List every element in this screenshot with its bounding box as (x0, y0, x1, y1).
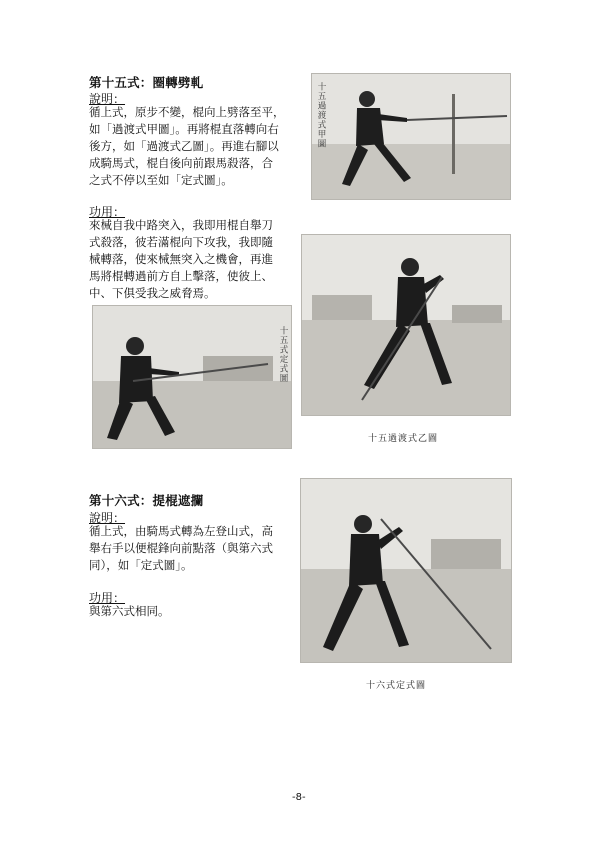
photo-form16-final (300, 478, 512, 663)
text-line: 械轉落，使來械無突入之機會，再進 (89, 252, 273, 266)
page-number: -8- (292, 792, 306, 803)
form16-use-text (89, 603, 299, 620)
text-line: 後方，如「過渡式乙圖」。再進右腳以 (89, 139, 279, 153)
form16-explain-label: 說明： (89, 511, 126, 525)
photo-form16-final-caption: 十六式定式圖 (366, 681, 427, 691)
text-line: 馬將棍轉過前方自上擊落，使彼上、 (89, 269, 273, 283)
text-line: 式殺落，彼若滿棍向下攻我，我即隨 (89, 235, 273, 249)
photo-form15-final (92, 305, 292, 449)
form15-explain-text (89, 104, 299, 189)
form15-use-label: 功用： (89, 205, 126, 219)
form16-explain-text (89, 523, 299, 574)
form15-explain-label: 說明： (89, 92, 126, 106)
text-line: 如「過渡式甲圖」。再將棍直落轉向右 (89, 122, 279, 136)
text-line: 中、下俱受我之威脅焉。 (89, 286, 216, 300)
text-line: 與第六式相同。 (89, 604, 170, 618)
text-line: 循上式，由騎馬式轉為左登山式，高 (89, 524, 273, 538)
form15-use-text (89, 217, 299, 302)
photo-transition-a (311, 73, 511, 200)
photo-form15-final-caption: 十五式定式圖 (278, 326, 288, 383)
photo-transition-b (301, 234, 511, 416)
text-line: 之式不停以至如「定式圖」。 (89, 173, 233, 187)
text-line: 舉右手以便棍鋒向前點落（與第六式 (89, 541, 273, 555)
photo-transition-b-caption: 十五過渡式乙圖 (368, 434, 439, 444)
text-line: 成騎馬式，棍自後向前跟馬殺落，合 (89, 156, 273, 170)
photo-transition-a-caption: 十五過渡式甲圖 (316, 82, 326, 149)
form16-title: 第十六式：提棍遮攔 (89, 493, 204, 508)
text-line: 來械自我中路突入，我即用棍自舉刀 (89, 218, 273, 232)
text-line: 同），如「定式圖」。 (89, 558, 193, 572)
form15-title: 第十五式：圈轉劈軋 (89, 75, 204, 90)
form16-use-label: 功用： (89, 591, 126, 605)
text-line: 循上式，原步不變，棍向上劈落至平， (89, 105, 285, 119)
